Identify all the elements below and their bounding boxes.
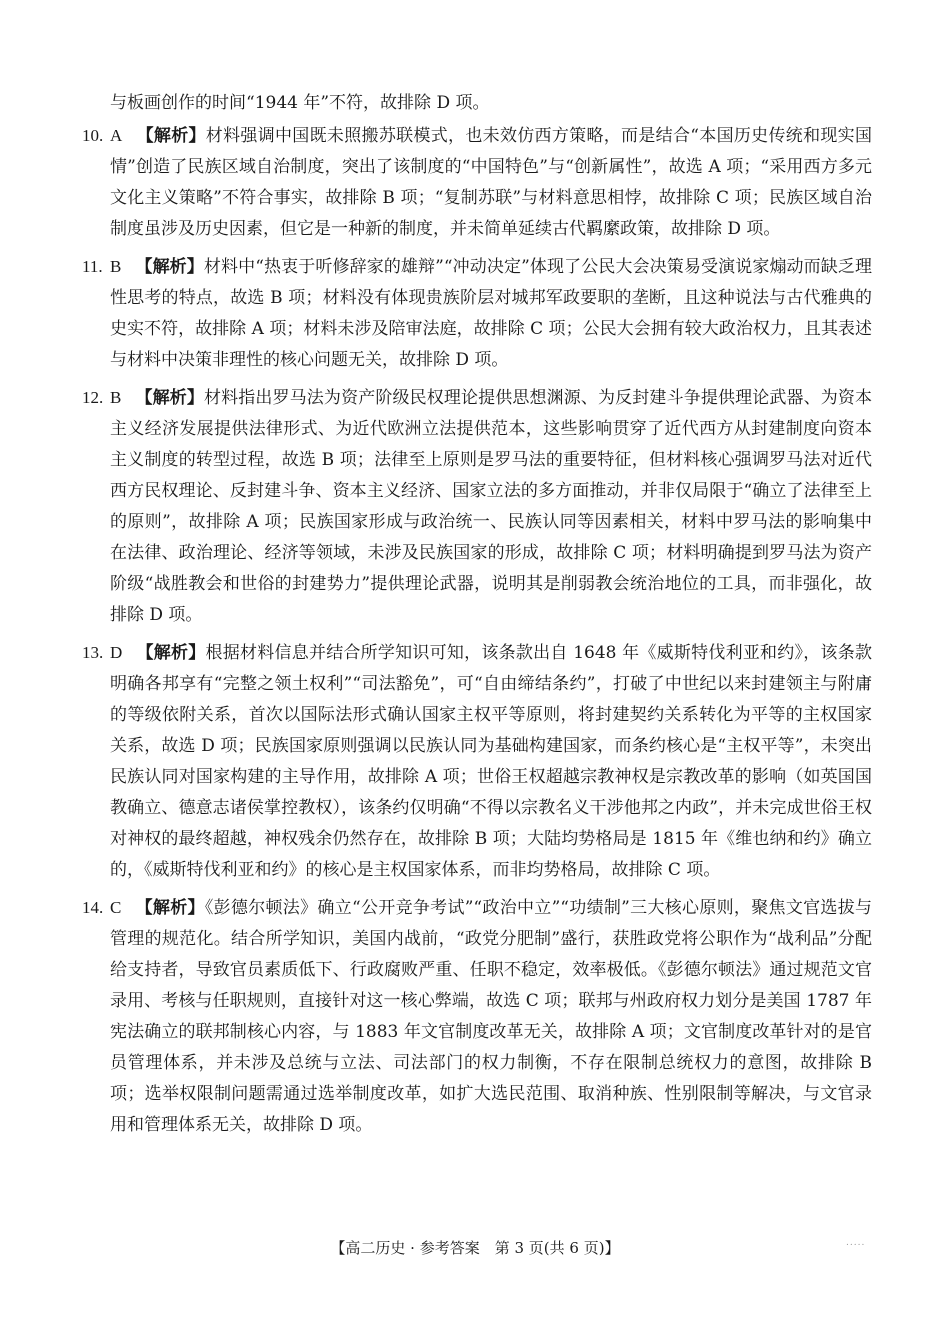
answer-list (82, 120, 872, 1147)
question-number: 13. (82, 643, 104, 662)
analysis-text: 材料中“热衷于听修辞家的雄辩”“冲动决定”体现了公民大会决策易受演说家煽动而缺乏理性思考的特点，故选 B 项；材料没有体现贵族阶层对城邦军政要职的垄断，且这种说法与古代雅典的史实不符，故排除 A 项；材料未涉及陪审法庭，故排除 C 项；公民大会拥有较大政治权力，且其表述与材料中决策非理性的核心问题无关，故排除 D 项。 (110, 257, 873, 370)
analysis-tag: 【解析】 (136, 126, 206, 146)
answer-option: C (110, 898, 122, 917)
answer-option: D (110, 643, 123, 662)
answer-item-10 (82, 120, 872, 245)
continued-text-line: 与板画创作的时间“1944 年”不符，故排除 D 项。 (110, 93, 490, 113)
analysis-text: 《彭德尔顿法》确立“公开竞争考试”“政治中立”“功绩制”三大核心原则，聚焦文官选拔与管理的规范化。结合所学知识，美国内战前，“政党分肥制”盛行，获胜政党将公职作为“战利品”分配给支持者，导致官员素质低下、行政腐败严重、任职不稳定，效率极低。《彭德尔顿法》通过规范文官录用、考核与任职规则，直接针对这一核心弊端，故选 C 项；联邦与州政府权力划分是美国 1787 年宪法确立的联邦制核心内容，与 1883 年文官制度改革无关，故排除 A 项；文官制度改革针对的是官员管理体系，并未涉及总统与立法、司法部门的权力制衡，不存在限制总统权力的意图，故排除 B 项；选举权限制问题需通过选举制度改革，如扩大选民范围、取消种族、性别限制等解决，与文官录用和管理体系无关，故排除 D 项。 (110, 898, 872, 1135)
analysis-tag: 【解析】 (135, 388, 205, 408)
answer-item-11 (82, 251, 872, 376)
analysis-tag: 【解析】 (135, 257, 204, 277)
analysis-tag: 【解析】 (136, 643, 206, 663)
question-number: 12. (82, 388, 104, 407)
footer-mark: ..... (846, 1238, 866, 1248)
answer-option: A (110, 126, 123, 145)
page-footer: 【高二历史 · 参考答案 第 3 页(共 6 页)】 (330, 1239, 620, 1257)
analysis-text: 根据材料信息并结合所学知识可知，该条款出自 1648 年《威斯特伐利亚和约》，该条款明确各邦享有“完整之领土权利”“司法豁免”，可“自由缔结条约”，打破了中世纪以来封建领主与附庸的等级依附关系，首次以国际法形式确认国家主权平等原则，将封建契约关系转化为平等的主权国家关系，故选 D 项；民族国家原则强调以民族认同为基础构建国家，而条约核心是“主权平等”，未突出民族认同对国家构建的主导作用，故排除 A 项；世俗王权超越宗教神权是宗教改革的影响（如英国国教确立、德意志诸侯掌控教权），该条约仅明确“不得以宗教名义干涉他邦之内政”，并未完成世俗王权对神权的最终超越，神权残余仍然存在，故排除 B 项；大陆均势格局是 1815 年《维也纳和约》确立的，《威斯特伐利亚和约》的核心是主权国家体系，而非均势格局，故排除 C 项。 (110, 643, 873, 880)
answer-option: B (110, 388, 122, 407)
answer-item-14 (82, 892, 872, 1141)
answer-option: B (110, 257, 122, 276)
analysis-text: 材料强调中国既未照搬苏联模式，也未效仿西方策略，而是结合“本国历史传统和现实国情”创造了民族区域自治制度，突出了该制度的“中国特色”与“创新属性”，故选 A 项；“采用西方多元文化主义策略”不符合事实，故排除 B 项；“复制苏联”与材料意思相悖，故排除 C 项；民族区域自治制度虽涉及历史因素，但它是一种新的制度，并未简单延续古代羁縻政策，故排除 D 项。 (110, 126, 872, 239)
analysis-text: 材料指出罗马法为资产阶级民权理论提供思想渊源、为反封建斗争提供理论武器、为资本主义经济发展提供法律形式、为近代欧洲立法提供范本，这些影响贯穿了近代西方从封建制度向资本主义制度的转型过程，故选 B 项；法律至上原则是罗马法的重要特征，但材料核心强调罗马法对近代西方民权理论、反封建斗争、资本主义经济、国家立法的多方面推动，并非仅局限于“确立了法律至上的原则”，故排除 A 项；民族国家形成与政治统一、民族认同等因素相关，材料中罗马法的影响集中在法律、政治理论、经济等领域，未涉及民族国家的形成，故排除 C 项；材料明确提到罗马法为资产阶级“战胜教会和世俗的封建势力”提供理论武器，说明其是削弱教会统治地位的工具，而非强化，故排除 D 项。 (110, 388, 873, 625)
question-number: 10. (82, 126, 104, 145)
analysis-tag: 【解析】 (135, 898, 205, 918)
answer-item-13 (82, 637, 872, 886)
question-number: 14. (82, 898, 104, 917)
answer-item-12 (82, 382, 872, 631)
question-number: 11. (82, 257, 103, 276)
